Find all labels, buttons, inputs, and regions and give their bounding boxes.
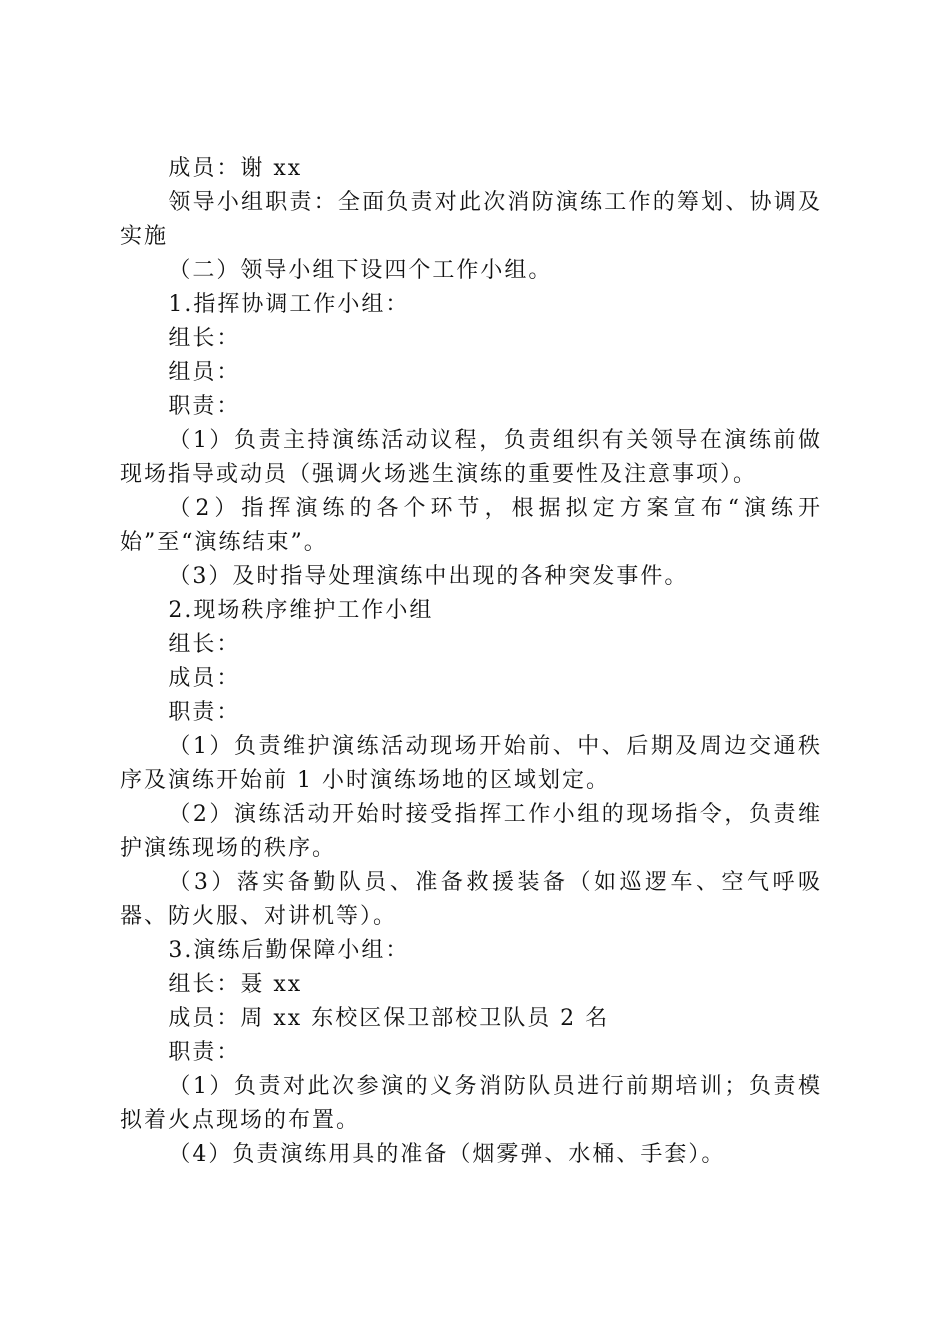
group3-duties-label: 职责： [168, 1040, 241, 1065]
group2-members: 成员： [168, 666, 241, 691]
group1-leader: 组长： [168, 326, 241, 351]
section-heading: （二）领导小组下设四个工作小组。 [168, 258, 553, 283]
group2-duty-3: （3）落实备勤队员、准备救援装备（如巡逻车、空气呼吸器、防火服、对讲机等）。 [120, 870, 822, 929]
group2-leader: 组长： [168, 632, 241, 657]
group1-members: 组员： [168, 360, 241, 385]
group-heading-3: 3.演练后勤保障小组： [168, 938, 410, 963]
group3-duty-1: （1）负责对此次参演的义务消防队员进行前期培训；负责模拟着火点现场的布置。 [120, 1074, 822, 1133]
group2-duty-1: （1）负责维护演练活动现场开始前、中、后期及周边交通秩序及演练开始前 1 小时演练场地的区域划定。 [120, 734, 822, 793]
group1-duty-1: （1）负责主持演练活动议程，负责组织有关领导在演练前做现场指导或动员（强调火场逃生演练的重要性及注意事项）。 [120, 428, 822, 487]
group2-duty-2: （2）演练活动开始时接受指挥工作小组的现场指令，负责维护演练现场的秩序。 [120, 802, 822, 861]
group-heading-1: 1.指挥协调工作小组： [168, 292, 410, 317]
group3-duty-4: （4）负责演练用具的准备（烟雾弹、水桶、手套）。 [168, 1142, 726, 1167]
group3-leader: 组长：聂 xx [168, 972, 303, 997]
group1-duty-2: （2）指挥演练的各个环节，根据拟定方案宣布“演练开始”至“演练结束”。 [120, 496, 822, 555]
group-heading-2: 2.现场秩序维护工作小组 [168, 598, 434, 623]
group2-duties-label: 职责： [168, 700, 241, 725]
leadership-duty-paragraph: 领导小组职责：全面负责对此次消防演练工作的筹划、协调及实施 [120, 190, 822, 249]
member-line: 成员：谢 xx [168, 156, 303, 181]
group1-duties-label: 职责： [168, 394, 241, 419]
group1-duty-3: （3）及时指导处理演练中出现的各种突发事件。 [168, 564, 689, 589]
group3-members: 成员：周 xx 东校区保卫部校卫队员 2 名 [168, 1006, 610, 1031]
document-body [120, 152, 822, 1172]
